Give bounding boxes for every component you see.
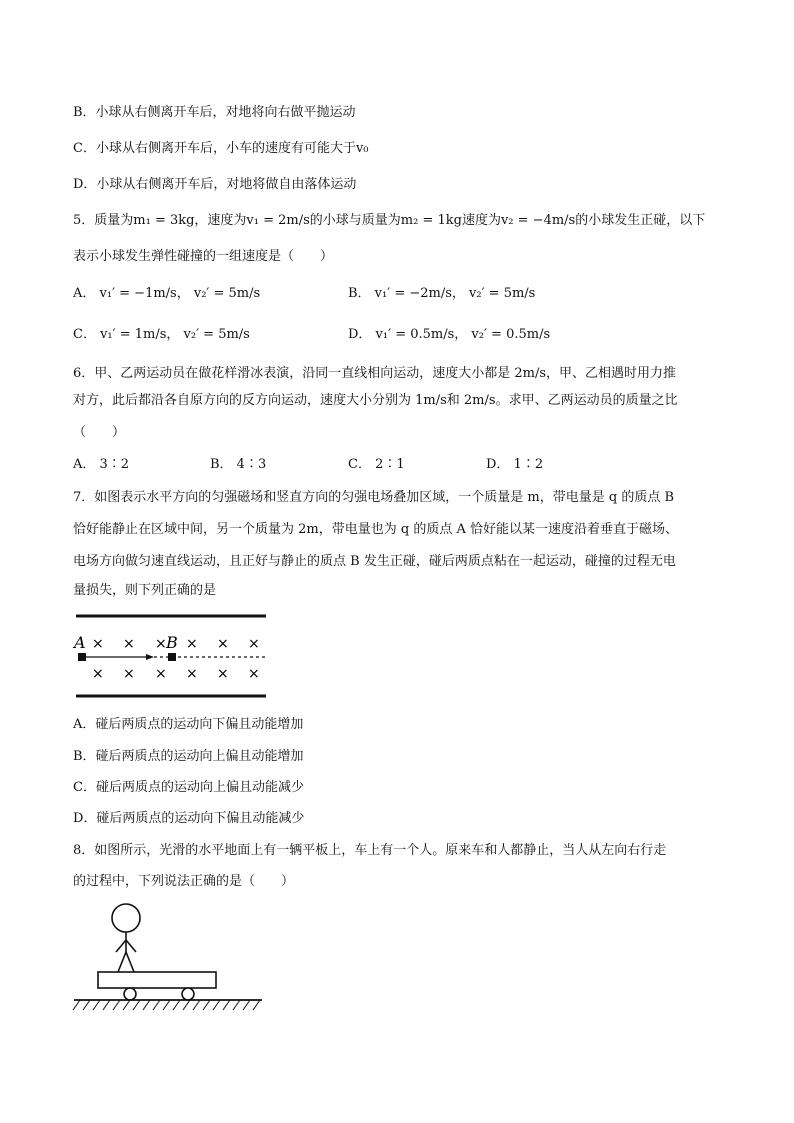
q8-stem-line2: 的过程中，下列说法正确的是（ ） — [73, 874, 295, 889]
cart-wheel-right — [182, 988, 194, 1000]
q4-option-d: D．小球从右侧离开车后，对地将做自由落体运动 — [73, 177, 357, 192]
q4-option-b: B．小球从右侧离开车后，对地将向右做平抛运动 — [73, 105, 356, 120]
velocity-arrowhead — [146, 654, 154, 660]
q8-stem-line1: 8．如图所示，光滑的水平地面上有一辆平板上，车上有一个人。原来车和人都静止，当人从左向右行走 — [73, 843, 667, 858]
cart-figure — [70, 900, 270, 1015]
cross-mark: × — [217, 636, 229, 652]
q4-option-c: C．小球从右侧离开车后，小车的速度有可能大于v₀ — [73, 141, 369, 156]
cart-wheel-left — [124, 988, 136, 1000]
q6-option-b: B． 4∶3 — [210, 457, 267, 472]
particle-b-label: B — [166, 633, 178, 652]
particle-a — [78, 653, 86, 661]
cross-mark: × — [155, 666, 167, 682]
q6-stem-line3: （ ） — [73, 425, 126, 440]
person-arm-right — [126, 940, 136, 952]
q6-option-a: A． 3∶2 — [73, 457, 130, 472]
cross-mark: × — [92, 666, 104, 682]
q5-stem-line2: 表示小球发生弹性碰撞的一组速度是（ ） — [73, 249, 334, 264]
q5-option-a: A． v₁′ = −1m/s， v₂′ = 5m/s — [73, 286, 261, 301]
particle-b — [168, 653, 176, 661]
q7-option-b: B．碰后两质点的运动向上偏且动能增加 — [73, 749, 304, 764]
cross-mark: × — [248, 636, 260, 652]
particle-a-label: A — [74, 633, 86, 652]
q6-option-d: D． 1∶2 — [486, 457, 544, 472]
cross-mark: × — [123, 636, 135, 652]
q7-stem-line2: 恰好能静止在区域中间，另一个质量为 2m，带电量也为 q 的质点 A 恰好能以某一速度沿着垂直于磁场、 — [73, 522, 678, 537]
ground-hatching — [73, 1000, 260, 1010]
q5-option-c: C． v₁′ = 1m/s， v₂′ = 5m/s — [73, 327, 250, 342]
crosses-bottom-row — [92, 666, 260, 682]
q6-stem-line2: 对方，此后都沿各自原方向的反方向运动，速度大小分别为 1m/s和 2m/s。求甲、乙两运动员的质量之比 — [73, 393, 678, 408]
cross-mark: × — [248, 666, 260, 682]
cross-mark: × — [155, 636, 167, 652]
q5-stem-line1: 5．质量为m₁ = 3kg，速度为v₁ = 2m/s的小球与质量为m₂ = 1kg速度为v₂ = −4m/s的小球发生正碰，以下 — [73, 213, 706, 228]
person-head — [112, 904, 140, 932]
q5-option-b: B． v₁′ = −2m/s， v₂′ = 5m/s — [348, 286, 536, 301]
person-leg-left — [118, 952, 126, 972]
field-figure — [70, 610, 270, 702]
person-arm-left — [116, 940, 126, 952]
q7-option-d: D．碰后两质点的运动向下偏且动能减少 — [73, 811, 305, 826]
q7-option-c: C．碰后两质点的运动向上偏且动能减少 — [73, 780, 304, 795]
cross-mark: × — [217, 666, 229, 682]
q6-option-c: C． 2∶1 — [348, 457, 405, 472]
q7-stem-line1: 7．如图表示水平方向的匀强磁场和竖直方向的匀强电场叠加区域，一个质量是 m，带电量是 q 的质点 B — [73, 490, 675, 505]
cross-mark: × — [92, 636, 104, 652]
q6-stem-line1: 6．甲、乙两运动员在做花样滑冰表演，沿同一直线相向运动，速度大小都是 2m/s，甲、乙相遇时用力推 — [73, 366, 677, 381]
q5-option-d: D． v₁′ = 0.5m/s， v₂′ = 0.5m/s — [348, 327, 551, 342]
cross-mark: × — [123, 666, 135, 682]
person-leg-right — [126, 952, 134, 972]
cross-mark: × — [186, 636, 198, 652]
cart-platform — [98, 972, 216, 988]
q7-stem-line3: 电场方向做匀速直线运动，且正好与静止的质点 B 发生正碰，碰后两质点粘在一起运动，碰撞的过程无电 — [73, 554, 676, 569]
cross-mark: × — [186, 666, 198, 682]
q7-option-a: A．碰后两质点的运动向下偏且动能增加 — [73, 717, 304, 732]
q7-stem-line4: 量损失，则下列正确的是 — [73, 583, 217, 598]
